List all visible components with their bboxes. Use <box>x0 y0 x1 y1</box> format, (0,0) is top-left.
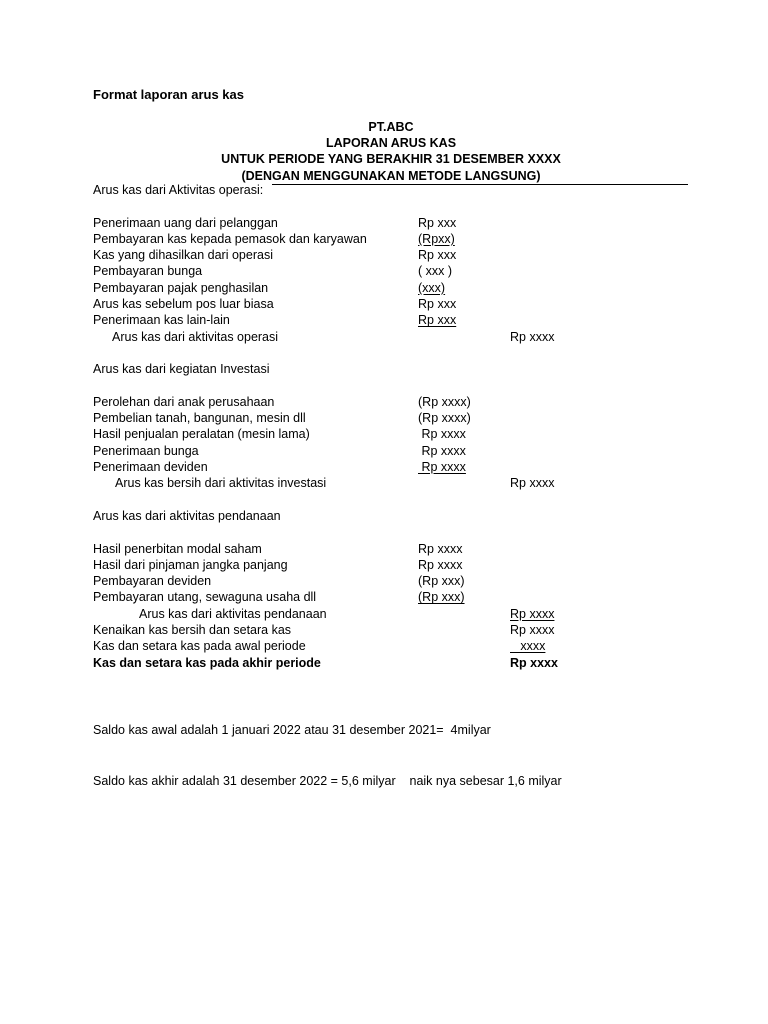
statement-row <box>0 296 768 312</box>
note-line: Saldo kas akhir adalah 31 desember 2022 = 5,6 milyar naik nya sebesar 1,6 milyar <box>93 774 562 788</box>
row-label: Pembayaran kas kepada pemasok dan karyawan <box>93 231 367 246</box>
amount-detail: Rp xxxx <box>418 557 463 572</box>
row-label: Hasil penjualan peralatan (mesin lama) <box>93 427 310 442</box>
document-title: Format laporan arus kas <box>93 87 244 102</box>
amount-detail: Rp xxxx <box>418 443 466 458</box>
statement-row <box>0 182 768 198</box>
statement-row <box>0 459 768 475</box>
blank-row <box>0 492 768 508</box>
statement-body <box>0 182 768 671</box>
row-label: Pembayaran pajak penghasilan <box>93 280 269 295</box>
amount-total: Rp xxxx <box>510 623 555 638</box>
row-label: Arus kas bersih dari aktivitas investasi <box>115 476 327 491</box>
statement-row <box>0 589 768 605</box>
amount-total: Rp xxxx <box>510 655 558 670</box>
row-label: Kas dan setara kas pada akhir periode <box>93 655 321 670</box>
notes <box>93 688 562 824</box>
statement-row <box>0 231 768 247</box>
statement-row <box>0 410 768 426</box>
row-label: Kas yang dihasilkan dari operasi <box>93 248 273 263</box>
amount-total: xxxx <box>510 639 546 654</box>
blank-row <box>0 198 768 214</box>
statement-row <box>0 280 768 296</box>
blank-row <box>0 345 768 361</box>
statement-row <box>0 215 768 231</box>
blank-row <box>0 378 768 394</box>
amount-detail: (Rp xxxx) <box>418 411 471 426</box>
amount-detail: (Rp xxx) <box>418 574 465 589</box>
statement-row <box>0 508 768 524</box>
statement-row <box>0 655 768 671</box>
statement-row <box>0 394 768 410</box>
row-label: Arus kas dari kegiatan Investasi <box>93 362 270 377</box>
row-label: Pembayaran deviden <box>93 574 212 589</box>
amount-detail: Rp xxxx <box>418 427 466 442</box>
statement-row <box>0 247 768 263</box>
note-line: Saldo kas awal adalah 1 januari 2022 atau 31 desember 2021= 4milyar <box>93 723 491 737</box>
statement-row <box>0 312 768 328</box>
row-label: Penerimaan kas lain-lain <box>93 313 230 328</box>
row-label: Arus kas dari aktivitas pendanaan <box>93 508 281 523</box>
statement-row <box>0 557 768 573</box>
statement-row <box>0 361 768 377</box>
statement-row <box>0 475 768 491</box>
report-period: UNTUK PERIODE YANG BERAKHIR 31 DESEMBER XXXX <box>221 152 561 167</box>
statement-row <box>0 443 768 459</box>
amount-total: Rp xxxx <box>510 476 555 491</box>
row-label: Penerimaan bunga <box>93 443 199 458</box>
row-label: Arus kas dari aktivitas pendanaan <box>139 606 327 621</box>
amount-detail: Rp xxx <box>418 313 457 328</box>
report-title: LAPORAN ARUS KAS <box>325 136 457 151</box>
amount-detail: (Rpxx) <box>418 231 455 246</box>
amount-total: Rp xxxx <box>510 329 555 344</box>
amount-detail: Rp xxx <box>418 297 457 312</box>
row-label: Kas dan setara kas pada awal periode <box>93 639 306 654</box>
amount-detail: (Rp xxxx) <box>418 394 471 409</box>
row-label: Pembayaran utang, sewaguna usaha dll <box>93 590 317 605</box>
amount-total: Rp xxxx <box>510 606 555 621</box>
statement-row <box>0 541 768 557</box>
statement-row <box>0 263 768 279</box>
row-label: Hasil penerbitan modal saham <box>93 541 262 556</box>
row-label: Pembayaran bunga <box>93 264 203 279</box>
amount-detail: (xxx) <box>418 280 446 295</box>
amount-detail: Rp xxx <box>418 215 457 230</box>
amount-detail: (Rp xxx) <box>418 590 465 605</box>
row-label: Arus kas dari Aktivitas operasi: <box>93 183 264 197</box>
row-label: Perolehan dari anak perusahaan <box>93 394 275 409</box>
report-method: (DENGAN MENGGUNAKAN METODE LANGSUNG) <box>241 168 541 183</box>
amount-detail: ( xxx ) <box>418 264 453 279</box>
statement-row <box>0 622 768 638</box>
row-label: Penerimaan deviden <box>93 460 208 475</box>
row-label: Penerimaan uang dari pelanggan <box>93 215 278 230</box>
row-label: Hasil dari pinjaman jangka panjang <box>93 557 288 572</box>
row-label: Kenaikan kas bersih dan setara kas <box>93 623 292 638</box>
row-label: Pembelian tanah, bangunan, mesin dll <box>93 411 306 426</box>
amount-detail: Rp xxxx <box>418 460 466 475</box>
statement-header <box>93 119 689 184</box>
statement-row <box>0 426 768 442</box>
amount-detail: Rp xxx <box>418 248 457 263</box>
company-name: PT.ABC <box>368 120 414 134</box>
statement-row <box>0 329 768 345</box>
statement-row <box>0 573 768 589</box>
row-label: Arus kas dari aktivitas operasi <box>112 329 279 344</box>
blank-row <box>0 524 768 540</box>
statement-row <box>0 606 768 622</box>
statement-row <box>0 638 768 654</box>
amount-detail: Rp xxxx <box>418 541 463 556</box>
row-label: Arus kas sebelum pos luar biasa <box>93 297 274 312</box>
